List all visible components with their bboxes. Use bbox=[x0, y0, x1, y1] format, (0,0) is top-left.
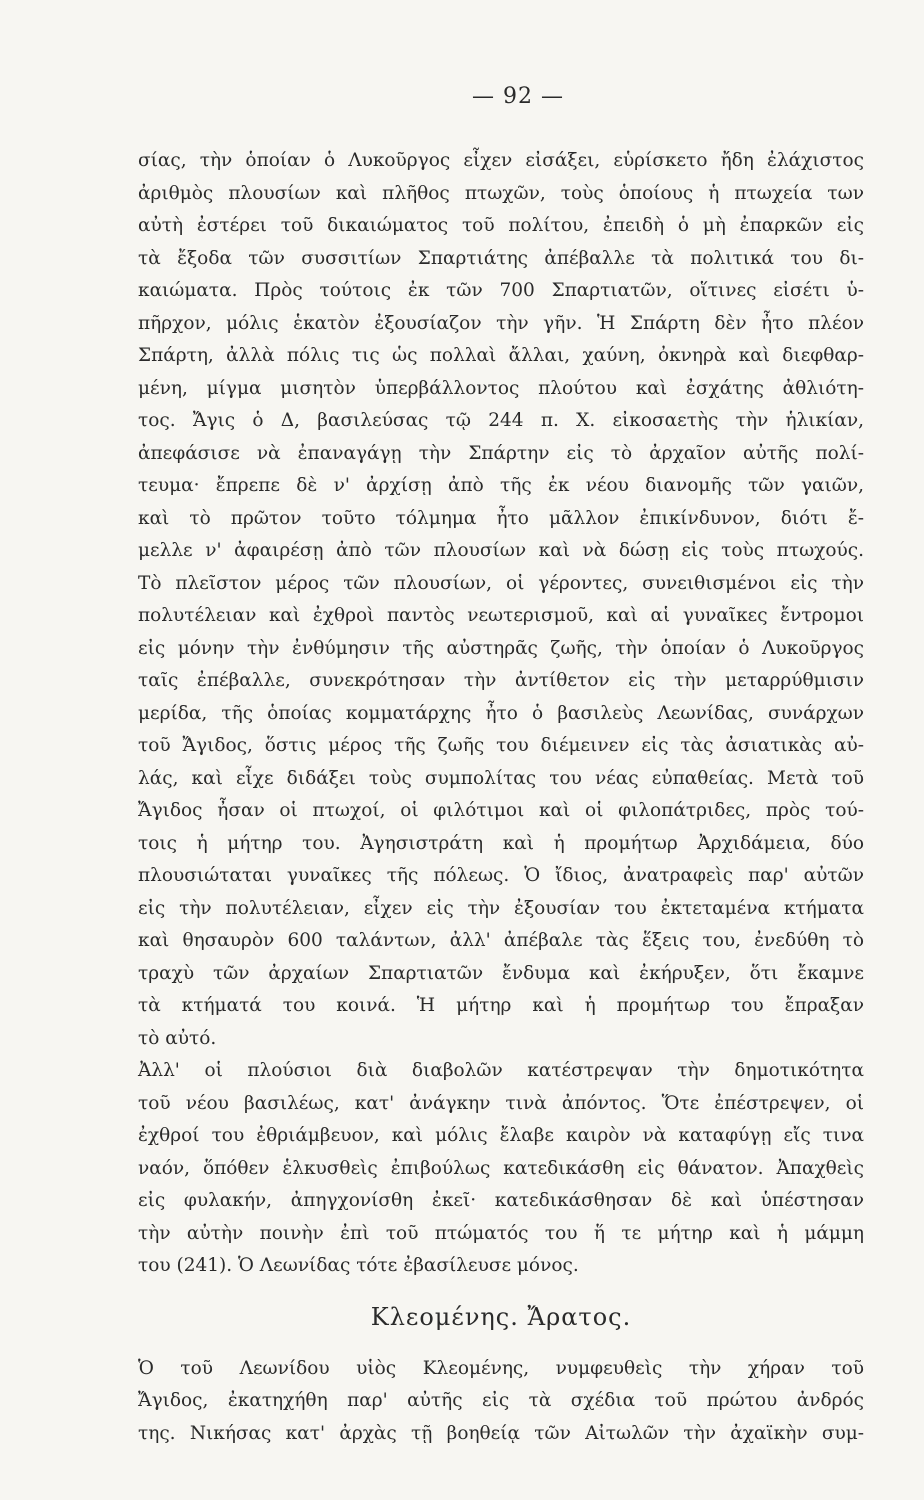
text-line: Τὸ πλεῖστον μέρος τῶν πλουσίων, οἱ γέροντες, συνειθισμένοι εἰς τὴν bbox=[138, 572, 864, 594]
paragraph-2 bbox=[138, 1055, 864, 1283]
text-line: ἀριθμὸς πλουσίων καὶ πλῆθος πτωχῶν, τοὺς ὁποίους ἡ πτωχεία των bbox=[138, 182, 864, 204]
text-line: πλουσιώταται γυναῖκες τῆς πόλεως. Ὁ ἴδιος, ἀνατραφεὶς παρ' αὐτῶν bbox=[138, 865, 864, 886]
text-line: εἰς τὴν πολυτέλειαν, εἶχεν εἰς τὴν ἐξουσίαν του ἐκτεταμένα κτήματα bbox=[138, 897, 864, 919]
text-line: Ὁ τοῦ Λεωνίδου υἱὸς Κλεομένης, νυμφευθεὶς τὴν χήραν τοῦ bbox=[138, 1357, 864, 1379]
text-line: εἰς φυλακήν, ἀπηγχονίσθη ἐκεῖ· κατεδικάσθησαν δὲ καὶ ὑπέστησαν bbox=[138, 1190, 864, 1211]
text-line: Ἄγιδος, ἐκατηχήθη παρ' αὐτῆς εἰς τὰ σχέδια τοῦ πρώτου ἀνδρός bbox=[138, 1390, 864, 1411]
paragraph-1 bbox=[138, 145, 864, 1055]
text-line: εἰς μόνην τὴν ἐνθύμησιν τῆς αὐστηρᾶς ζωῆς, τὴν ὁποίαν ὁ Λυκοῦργος bbox=[138, 637, 864, 659]
text-line: πολυτέλειαν καὶ ἐχθροὶ παντὸς νεωτερισμοῦ, καὶ αἱ γυναῖκες ἔντρομοι bbox=[138, 605, 864, 626]
text-line: σίας, τὴν ὁποίαν ὁ Λυκοῦργος εἶχεν εἰσάξει, εὑρίσκετο ἤδη ἐλάχιστος bbox=[138, 150, 864, 171]
text-line: Ἀλλ' οἱ πλούσιοι διὰ διαβολῶν κατέστρεψαν τὴν δημοτικότητα bbox=[138, 1060, 864, 1081]
text-line: του (241). Ὁ Λεωνίδας τότε ἐβασίλευσε μόνος. bbox=[138, 1255, 579, 1276]
text-line: μελλε ν' ἀφαιρέσῃ ἀπὸ τῶν πλουσίων καὶ νὰ δώσῃ εἰς τοὺς πτωχούς. bbox=[138, 540, 864, 561]
section-heading: Κλεομένης. Ἄρατος. bbox=[370, 1302, 632, 1331]
text-line: τευμα· ἔπρεπε δὲ ν' ἀρχίσῃ ἀπὸ τῆς ἐκ νέου διανομῆς τῶν γαιῶν, bbox=[138, 475, 864, 496]
text-line: τὸ αὐτό. bbox=[138, 1027, 217, 1049]
text-line: τραχὺ τῶν ἀρχαίων Σπαρτιατῶν ἔνδυμα καὶ ἐκήρυξεν, ὅτι ἔκαμνε bbox=[138, 962, 864, 984]
text-line: ταῖς ἐπέβαλλε, συνεκρότησαν τὴν ἀντίθετον εἰς τὴν μεταρρύθμισιν bbox=[138, 670, 864, 691]
text-line: τοῦ νέου βασιλέως, κατ' ἀνάγκην τινὰ ἀπόντος. Ὅτε ἐπέστρεψεν, οἱ bbox=[138, 1092, 864, 1114]
page-number: — 92 — bbox=[472, 84, 564, 109]
text-line: ναόν, ὅπόθεν ἑλκυσθεὶς ἐπιβούλως κατεδικάσθη εἰς θάνατον. Ἀπαχθεὶς bbox=[138, 1157, 864, 1179]
text-line: πῆρχον, μόλις ἑκατὸν ἐξουσίαζον τὴν γῆν. Ἡ Σπάρτη δὲν ἦτο πλέον bbox=[138, 312, 864, 334]
text-line: καὶ θησαυρὸν 600 ταλάντων, ἀλλ' ἀπέβαλε τὰς ἕξεις του, ἐνεδύθη τὸ bbox=[138, 930, 864, 951]
text-line: τοῦ Ἄγιδος, ὅστις μέρος τῆς ζωῆς του διέμεινεν εἰς τὰς ἀσιατικὰς αὐ- bbox=[138, 735, 864, 756]
text-line: καιώματα. Πρὸς τούτοις ἐκ τῶν 700 Σπαρτιατῶν, οἵτινες εἰσέτι ὑ- bbox=[138, 280, 864, 301]
text-line: τὴν αὐτὴν ποινὴν ἐπὶ τοῦ πτώματός του ἥ τε μήτηρ καὶ ἡ μάμμη bbox=[138, 1222, 864, 1244]
text-line: ἐχθροί του ἐθριάμβευον, καὶ μόλις ἔλαβε καιρὸν νὰ καταφύγῃ εἴς τινα bbox=[138, 1125, 864, 1146]
text-line: της. Νικήσας κατ' ἀρχὰς τῇ βοηθείᾳ τῶν Αἰτωλῶν τὴν ἀχαϊκὴν συμ- bbox=[138, 1422, 864, 1444]
text-line: Ἄγιδος ἦσαν οἱ πτωχοί, οἱ φιλότιμοι καὶ οἱ φιλοπάτριδες, πρὸς τού- bbox=[138, 800, 864, 821]
text-line: τὰ ἔξοδα τῶν συσσιτίων Σπαρτιάτης ἀπέβαλλε τὰ πολιτικά του δι- bbox=[138, 247, 864, 269]
text-line: λάς, καὶ εἶχε διδάξει τοὺς συμπολίτας του νέας εὐπαθείας. Μετὰ τοῦ bbox=[138, 767, 864, 789]
text-line: τος. Ἄγις ὁ Δ, βασιλεύσας τῷ 244 π. Χ. εἰκοσαετὴς τὴν ἡλικίαν, bbox=[138, 410, 864, 431]
text-line: καὶ τὸ πρῶτον τοῦτο τόλμημα ἦτο μᾶλλον ἐπικίνδυνον, διότι ἔ- bbox=[138, 507, 864, 529]
text-line: τὰ κτήματά του κοινά. Ἡ μήτηρ καὶ ἡ προμήτωρ του ἔπραξαν bbox=[138, 995, 864, 1016]
text-line: μένη, μίγμα μισητὸν ὑπερβάλλοντος πλούτου καὶ ἐσχάτης ἀθλιότη- bbox=[138, 377, 864, 399]
text-line: ἀπεφάσισε νὰ ἐπαναγάγῃ τὴν Σπάρτην εἰς τὸ ἀρχαῖον αὐτῆς πολί- bbox=[138, 442, 864, 464]
text-line: αὐτὴ ἐστέρει τοῦ δικαιώματος τοῦ πολίτου, ἐπειδὴ ὁ μὴ ἐπαρκῶν εἰς bbox=[138, 215, 864, 236]
text-line: μερίδα, τῆς ὁποίας κομματάρχης ἦτο ὁ βασιλεὺς Λεωνίδας, συνάρχων bbox=[138, 702, 864, 724]
paragraph-3 bbox=[138, 1353, 864, 1451]
text-line: Σπάρτη, ἀλλὰ πόλις τις ὡς πολλαὶ ἄλλαι, χαύνη, ὀκνηρὰ καὶ διεφθαρ- bbox=[138, 345, 864, 366]
text-line: τοις ἡ μήτηρ του. Ἀγησιστράτη καὶ ἡ προμήτωρ Ἀρχιδάμεια, δύο bbox=[138, 832, 864, 854]
